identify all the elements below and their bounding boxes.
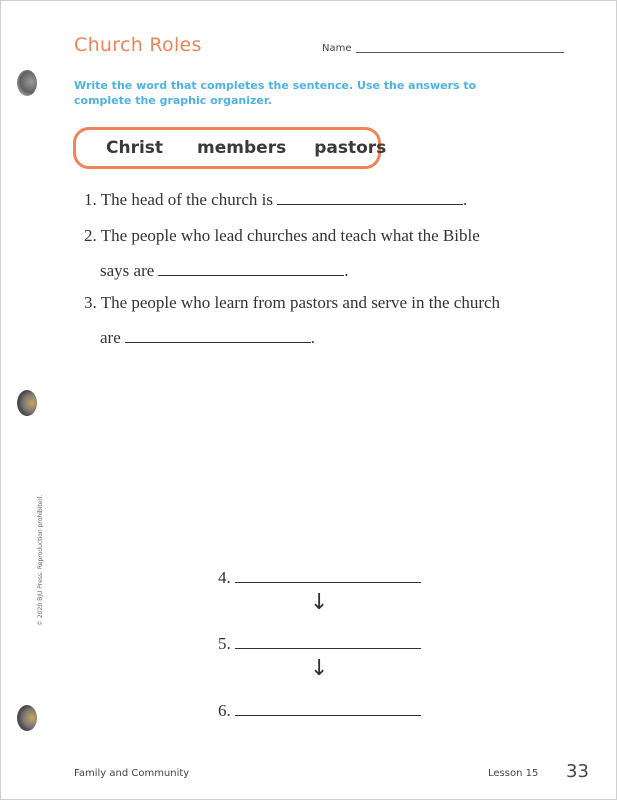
binder-hole-bottom [17,705,37,731]
question-2-continuation [100,261,349,281]
down-arrow-icon: ↓ [310,590,329,615]
organizer-item-6 [218,701,421,721]
page-title: Church Roles [74,34,202,56]
page-number: 33 [566,761,589,782]
down-arrow-icon: ↓ [310,656,329,681]
question-2 [84,226,480,246]
instructions: Write the word that completes the sentence. Use the answers to complete the graphic organizer. [74,79,477,107]
answer-3-blank[interactable] [125,330,311,343]
organizer-number-5: 5. [218,634,231,653]
question-3-cont-text: are [100,328,121,347]
question-2-end: . [344,261,349,280]
binder-hole-middle [17,390,37,416]
question-1-text: 1. The head of the church is [84,190,273,209]
question-1 [84,190,467,210]
question-2-cont-text: says are [100,261,155,280]
organizer-number-4: 4. [218,568,231,587]
organizer-blank-4[interactable] [235,570,421,583]
question-3-end: . [310,328,316,347]
binder-hole-top [17,70,37,96]
organizer-blank-5[interactable] [235,636,421,649]
question-3 [84,293,500,313]
organizer-blank-6[interactable] [235,703,421,716]
organizer-number-6: 6. [218,701,231,720]
answer-2-blank[interactable] [158,263,344,276]
organizer-item-4 [218,568,421,588]
organizer-item-5 [218,634,421,654]
copyright-notice: © 2020 BJU Press. Reproduction prohibited. [37,494,44,626]
footer-lesson: Lesson 15 [488,768,539,779]
name-field[interactable] [356,52,564,53]
name-label: Name [322,43,352,54]
answer-1-blank[interactable] [277,192,463,205]
word-bank-members: members [197,138,287,158]
question-2-text: 2. The people who lead churches and teach what the Bible [84,226,480,245]
word-bank-pastors: pastors [314,138,387,158]
footer-subject: Family and Community [74,768,190,779]
question-3-continuation [100,328,315,348]
word-bank [73,127,387,169]
question-1-end: . [462,190,468,209]
question-3-text: 3. The people who learn from pastors and serve in the church [84,293,501,312]
word-bank-christ: Christ [106,138,164,158]
